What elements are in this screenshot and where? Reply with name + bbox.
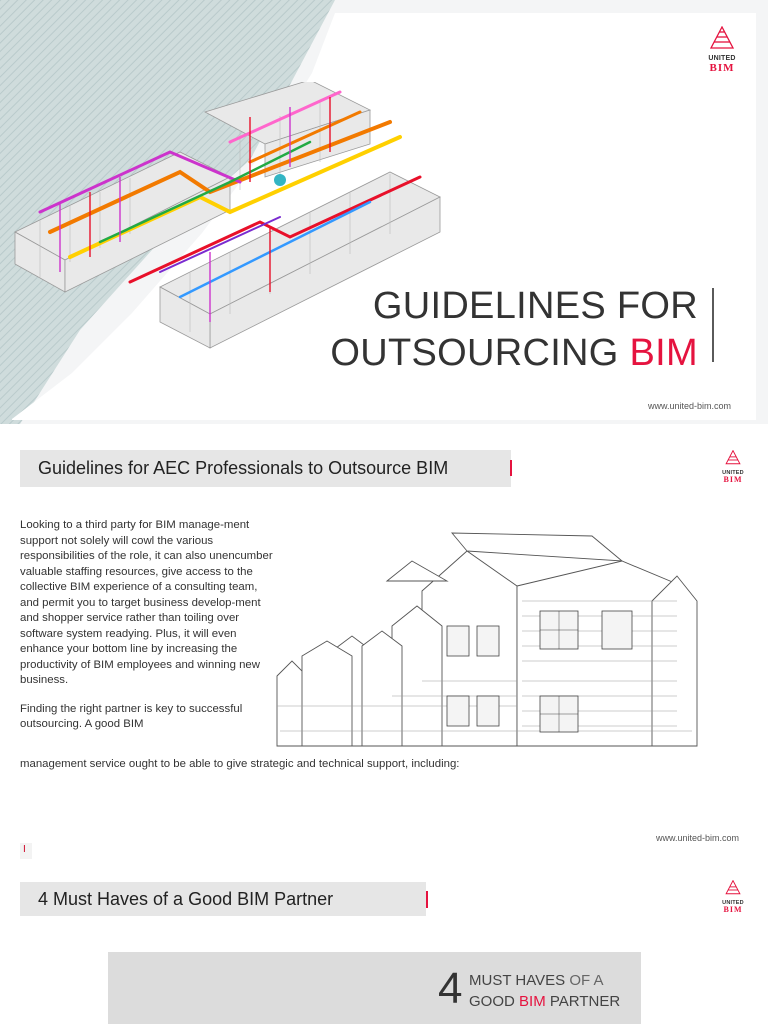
- body-copy: [20, 518, 276, 746]
- slide2-heading: Guidelines for AEC Professionals to Outsource BIM: [38, 458, 449, 478]
- graphic-partner: PARTNER: [549, 993, 621, 1010]
- paragraph-1: Looking to a third party for BIM manage-ment support not solely will cowl the various responsibilities of the role, it can also unencumber valuable staffing resources, give access to the collective BIM experience of a consulting team, and permit you to target business develop-ment and shopper service rather than toiling over software system readying. Plus, it will even enhance your bottom line by increasing the productivity of BIM employees and winning new business.: [20, 519, 273, 686]
- cover-title-line2: [330, 330, 698, 377]
- logo-bim-text: BIM: [709, 62, 735, 74]
- text-cursor-glyph: I: [23, 844, 26, 855]
- graphic-number: 4: [438, 964, 463, 1013]
- graphic-of-a: OF A: [569, 972, 604, 989]
- title-divider: [712, 288, 714, 362]
- heading-accent-mark: [426, 891, 428, 908]
- united-bim-logo-small: [718, 880, 748, 914]
- logo-bim-text: BIM: [723, 905, 743, 914]
- logo-united-text: UNITED: [722, 470, 744, 476]
- united-bim-logo-small: [718, 450, 748, 484]
- heading-accent-mark: [510, 460, 512, 476]
- cover-url[interactable]: www.united-bim.com: [648, 401, 732, 411]
- united-bim-logo: [700, 26, 744, 73]
- cover-title-outsourcing: OUTSOURCING: [330, 332, 619, 374]
- guidelines-slide: [0, 431, 768, 861]
- cover-title: [330, 283, 698, 377]
- logo-bim-text: BIM: [723, 475, 743, 484]
- graphic-line1: [469, 972, 604, 989]
- paragraph-2-end: management service ought to be able to give strategic and technical support, including:: [20, 758, 460, 770]
- logo-pyramid-icon: [708, 26, 736, 50]
- cover-slide: [0, 0, 768, 424]
- logo-pyramid-icon: [724, 450, 742, 465]
- must-haves-slide: [0, 868, 768, 1024]
- cover-title-bim: BIM: [629, 332, 698, 374]
- paragraph-2-start: Finding the right partner is key to successful outsourcing. A good BIM: [20, 702, 243, 730]
- slide3-heading: 4 Must Haves of a Good BIM Partner: [38, 889, 334, 909]
- house-sketch-image: [272, 531, 712, 761]
- logo-united-text: UNITED: [708, 55, 736, 62]
- text-cursor-icon: [20, 843, 32, 859]
- graphic-line2: [469, 993, 620, 1010]
- logo-united-text: UNITED: [722, 900, 744, 906]
- graphic-must-haves: MUST HAVES: [469, 972, 566, 989]
- graphic-bim: BIM: [519, 993, 546, 1010]
- cover-title-line1: GUIDELINES FOR: [372, 285, 698, 327]
- graphic-good: GOOD: [469, 993, 515, 1010]
- must-haves-graphic: [108, 952, 641, 1024]
- logo-pyramid-icon: [724, 880, 742, 895]
- slide2-url[interactable]: www.united-bim.com: [656, 833, 740, 843]
